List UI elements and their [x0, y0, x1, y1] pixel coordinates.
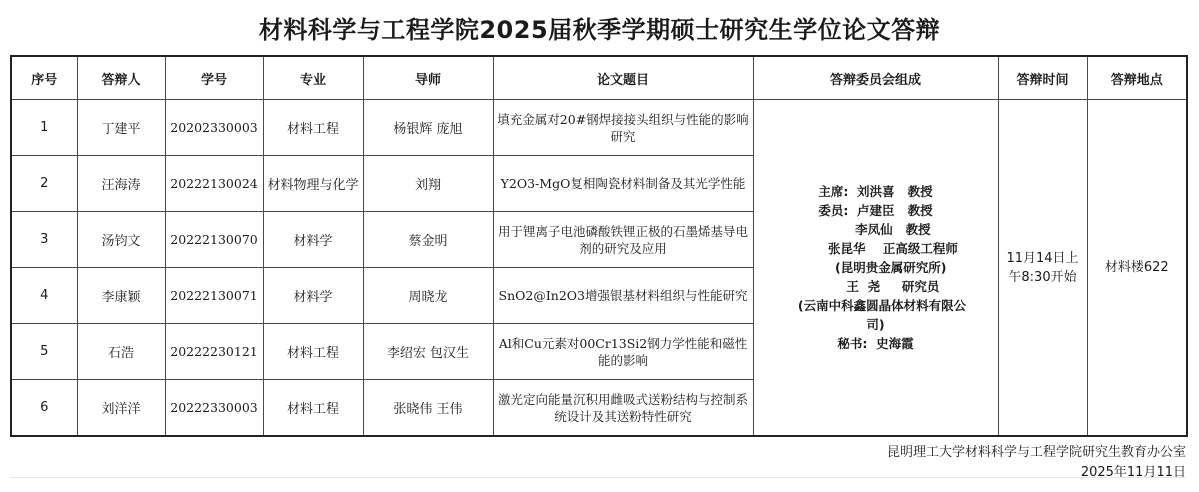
cell-no: 2: [11, 156, 77, 212]
cell-major: 材料工程: [263, 380, 363, 437]
cell-no: 4: [11, 268, 77, 324]
committee-line: 秘书: 史海霞: [837, 336, 914, 351]
col-header-committee: 答辩委员会组成: [753, 56, 998, 100]
col-header-thesis: 论文题目: [493, 56, 753, 100]
cell-advisor: 杨银辉 庞旭: [363, 100, 493, 156]
committee-line: 王 尧 研究员: [811, 279, 940, 294]
cell-major: 材料学: [263, 268, 363, 324]
cell-thesis: SnO2@In2O3增强银基材料组织与性能研究: [493, 268, 753, 324]
cell-advisor: 蔡金明: [363, 212, 493, 268]
cell-thesis: Al和Cu元素对00Cr13Si2钢力学性能和磁性能的影响: [493, 324, 753, 380]
col-header-id: 学号: [165, 56, 263, 100]
cell-thesis: 激光定向能量沉积用雌吸式送粉结构与控制系统设计及其送粉特性研究: [493, 380, 753, 437]
committee-line: 委员: 卢建臣 教授: [818, 203, 933, 218]
cell-name: 汪海涛: [77, 156, 165, 212]
cell-id: 20222330003: [165, 380, 263, 437]
cell-name: 汤钧文: [77, 212, 165, 268]
cell-name: 丁建平: [77, 100, 165, 156]
cell-no: 1: [11, 100, 77, 156]
defense-time-cell: 11月14日上午8:30开始: [998, 100, 1087, 437]
cell-advisor: 张晓伟 王伟: [363, 380, 493, 437]
cell-major: 材料学: [263, 212, 363, 268]
committee-line: (云南中科鑫圆晶体材料有限公: [784, 298, 967, 313]
cell-advisor: 李绍宏 包汉生: [363, 324, 493, 380]
cell-id: 20222130024: [165, 156, 263, 212]
cell-id: 20222230121: [165, 324, 263, 380]
committee-line: 李凤仙 教授: [820, 222, 931, 237]
cell-thesis: 填充金属对20#钢焊接接头组织与性能的影响研究: [493, 100, 753, 156]
committee-line: 张昆华 正高级工程师: [793, 241, 958, 256]
cell-name: 李康颖: [77, 268, 165, 324]
cell-no: 6: [11, 380, 77, 437]
cell-thesis: Y2O3-MgO复相陶瓷材料制备及其光学性能: [493, 156, 753, 212]
divider: [10, 477, 1186, 478]
page-title: 材料科学与工程学院2025届秋季学期硕士研究生学位论文答辩: [258, 16, 941, 44]
committee-line: 司): [866, 317, 885, 332]
committee-line: 主席: 刘洪喜 教授: [818, 184, 933, 199]
cell-major: 材料工程: [263, 324, 363, 380]
cell-no: 5: [11, 324, 77, 380]
cell-name: 刘洋洋: [77, 380, 165, 437]
cell-advisor: 周晓龙: [363, 268, 493, 324]
footer-office: 昆明理工大学材料科学与工程学院研究生教育办公室: [886, 445, 1186, 460]
col-header-place: 答辩地点: [1087, 56, 1187, 100]
cell-major: 材料物理与化学: [263, 156, 363, 212]
cell-no: 3: [11, 212, 77, 268]
col-header-major: 专业: [263, 56, 363, 100]
cell-advisor: 刘翔: [363, 156, 493, 212]
table-row: [11, 100, 1187, 156]
committee-cell: [753, 100, 998, 437]
cell-id: 20202330003: [165, 100, 263, 156]
col-header-advisor: 导师: [363, 56, 493, 100]
header-row: [11, 56, 1187, 100]
defense-schedule-table: [10, 55, 1188, 437]
cell-name: 石浩: [77, 324, 165, 380]
col-header-name: 答辩人: [77, 56, 165, 100]
col-header-no: 序号: [11, 56, 77, 100]
col-header-time: 答辩时间: [998, 56, 1087, 100]
cell-id: 20222130071: [165, 268, 263, 324]
committee-line: (昆明贵金属研究所): [804, 260, 947, 275]
footer-date: 2025年11月11日: [1080, 465, 1186, 480]
cell-thesis: 用于锂离子电池磷酸铁锂正极的石墨烯基导电剂的研究及应用: [493, 212, 753, 268]
cell-id: 20222130070: [165, 212, 263, 268]
defense-place-cell: 材料楼622: [1087, 100, 1187, 437]
cell-major: 材料工程: [263, 100, 363, 156]
